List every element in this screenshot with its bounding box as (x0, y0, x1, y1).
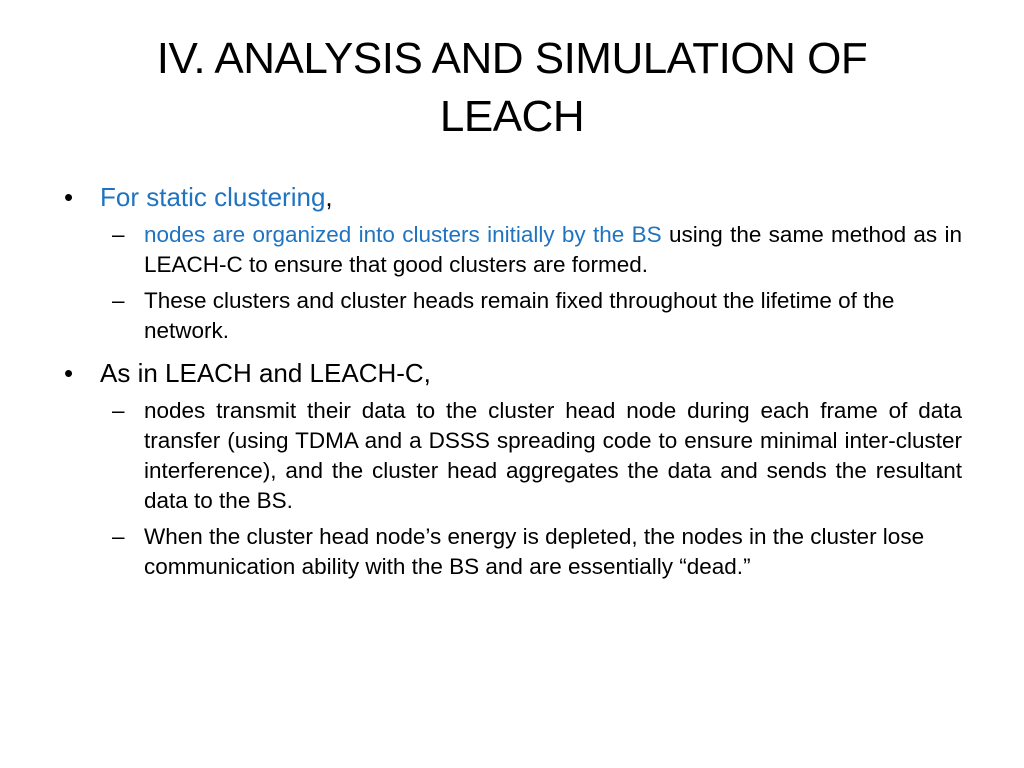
sub-bullet-depleted (112, 522, 962, 582)
dash-symbol: – (112, 288, 125, 313)
slide-content (64, 180, 964, 588)
sub-bullet-text (144, 220, 962, 280)
sub-bullet-text: These clusters and cluster heads remain fixed throughout the lifetime of the network. (144, 288, 895, 343)
sub-bullet-fixed (112, 286, 962, 346)
bullet-text: For static clustering (100, 182, 326, 212)
dash-symbol: – (112, 524, 125, 549)
sub-bullet-text: nodes transmit their data to the cluster head node during each frame of data transfer (using TDMA and a DSSS spreading code to ensure minimal inter-cluster interference), and the cluster head aggregates the data and sends the resultant data to the BS. (144, 398, 962, 513)
bullet-symbol: • (64, 182, 74, 212)
bullet-as-in-leach (64, 356, 964, 390)
bullet-static-clustering (64, 180, 964, 214)
dash-symbol: – (112, 222, 125, 247)
sub-bullet-organized (112, 220, 963, 280)
bullet-suffix: , (325, 182, 333, 212)
dash-symbol: – (112, 398, 125, 423)
title-line-1: IV. ANALYSIS AND SIMULATION OF (156, 34, 868, 83)
title-line-2: LEACH (439, 92, 585, 141)
sub-bullet-highlight: nodes are organized into clusters initially by the BS (144, 222, 662, 247)
sub-bullet-text: When the cluster head node’s energy is depleted, the nodes in the cluster lose communication ability with the BS and are essentially “dead.” (144, 524, 925, 579)
slide-title (40, 30, 984, 146)
sub-bullet-rest: using the same method as in LEACH-C to ensure that good clusters are formed. (144, 222, 963, 277)
sub-bullet-transmit (112, 396, 962, 516)
bullet-symbol: • (64, 358, 74, 388)
bullet-text: As in LEACH and LEACH-C, (100, 358, 431, 388)
